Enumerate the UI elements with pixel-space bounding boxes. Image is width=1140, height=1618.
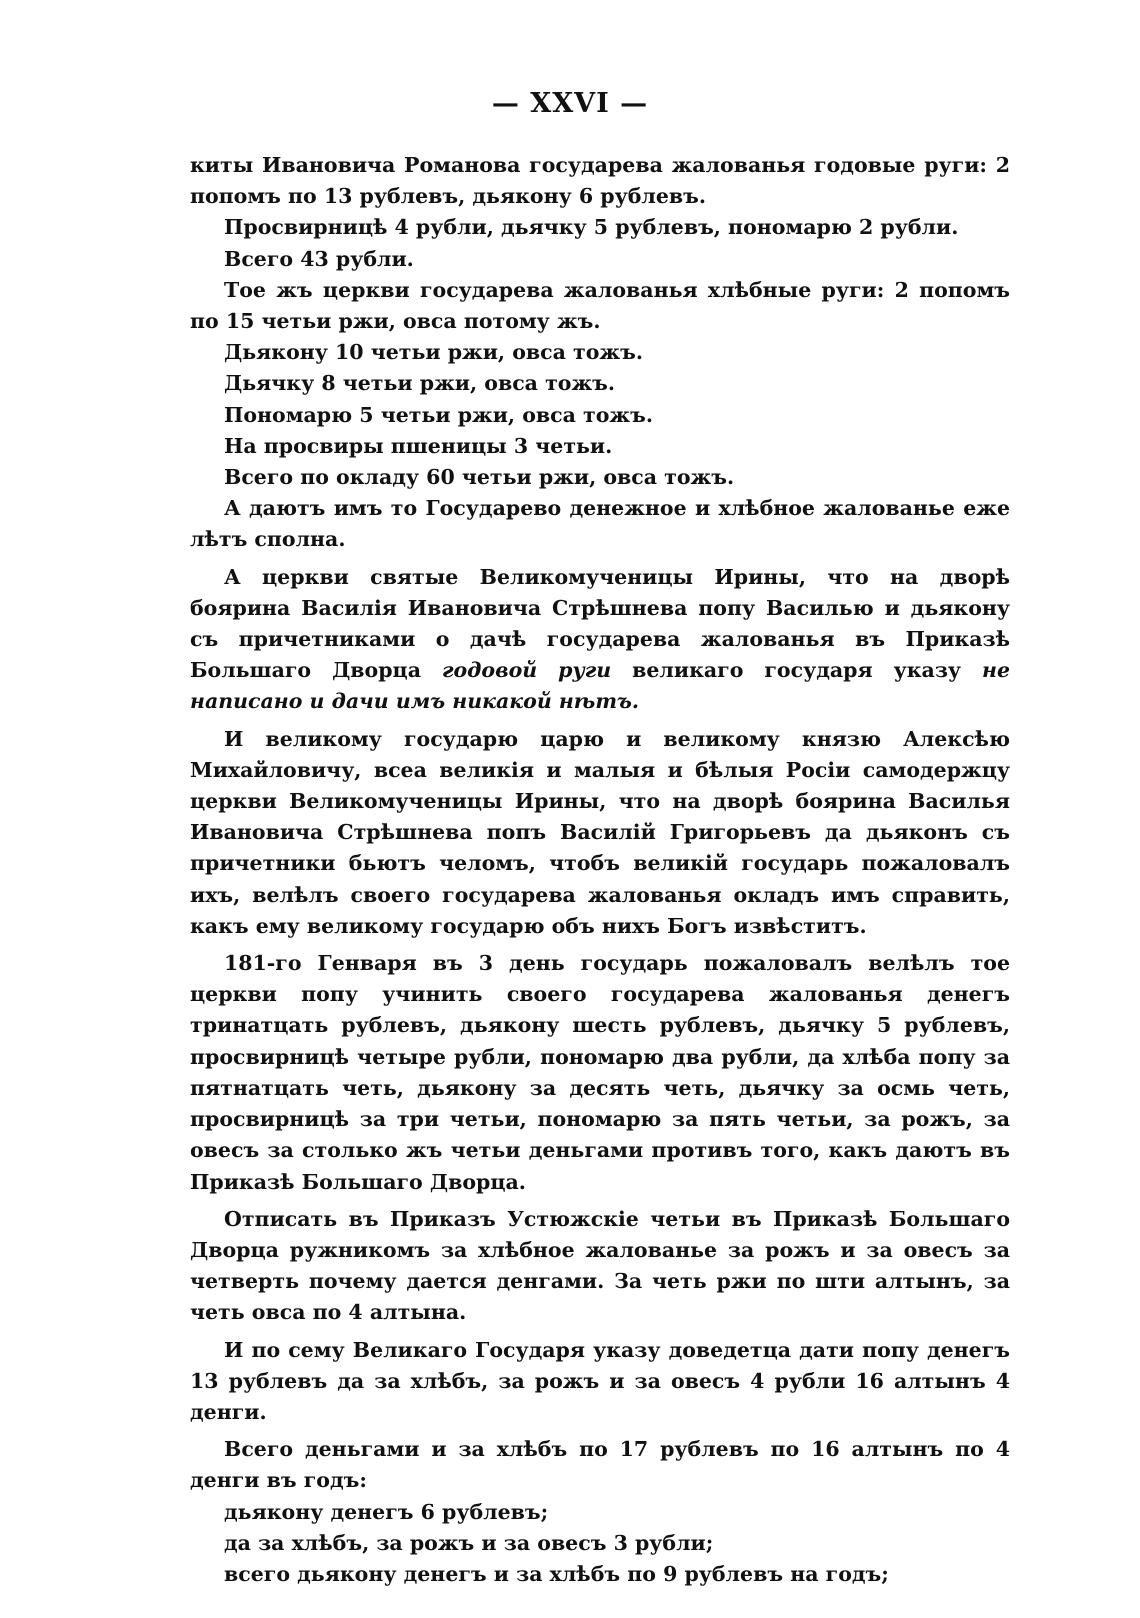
paragraph: киты Ивановича Романова государева жалованья годовые руги: 2 попомъ по 13 рублевъ, дьякону 6 рублевъ.	[190, 153, 1010, 209]
paragraph: да за хлѣбъ, за рожъ и за овесъ 3 рубли;	[224, 1530, 714, 1555]
paragraph-text: А церкви святые Великомученицы Ирины, что на дворѣ боярина Василія Ивановича Стрѣшнева попу Василью и дьякону съ причетниками о дачѣ государева жалованья въ Приказѣ Большаго Дворца	[190, 564, 1010, 683]
paragraph: Дьякону 10 четьи ржи, овса тожъ.	[224, 340, 643, 365]
paragraph	[190, 562, 1010, 718]
paragraph: И великому государю царю и великому князю Алексѣю Михайловичу, всеа великія и малыя и бѣлыя Росіи самодержцу церкви Великомученицы Ирины, что на дворѣ боярина Василья Ивановича Стрѣшнева попъ Василій Григорьевъ да дьяконъ съ причетники бьютъ челомъ, чтобъ великій государь пожаловалъ ихъ, велѣлъ своего государева жалованья окладъ имъ справить, какъ ему великому государю объ нихъ Богъ извѣститъ.	[190, 726, 1010, 938]
paragraph: дьякону денегъ 6 рублевъ;	[224, 1499, 549, 1524]
paragraph: Всего по окладу 60 четьи ржи, овса тожъ.	[224, 465, 735, 490]
page-number: — XXVI —	[491, 88, 649, 119]
paragraph: И по сему Великаго Государя указу доведетца дати попу денегъ 13 рублевъ да за хлѣбъ, за рожъ и за овесъ 4 рубли 16 алтынъ 4 денги.	[190, 1337, 1010, 1424]
paragraph: А даютъ имъ то Государево денежное и хлѣбное жалованье еже лѣтъ сполна.	[190, 496, 1010, 552]
paragraph: Тое жъ церкви государева жалованья хлѣбные руги: 2 попомъ по 15 четьи ржи, овса потому жъ.	[190, 277, 1010, 334]
paragraph: На просвиры пшеницы 3 четьи.	[224, 433, 613, 458]
paragraph: Пономарю 5 четьи ржи, овса тожъ.	[224, 402, 653, 427]
paragraph: 181-го Генваря въ 3 день государь пожаловалъ велѣлъ тое церкви попу учинить своего государева жалованья денегъ тринатцать рублевъ, дьякону шесть рублевъ, дьячку 5 рублевъ, просвирницѣ четыре рубли, пономарю два рубли, да хлѣба попу за пятнатцать четь, дьякону за десять четь, дьячку за осмь четь, просвирницѣ за три четьи, пономарю за пять четьи, за рожъ, за овесъ за столько жъ четьи деньгами противъ того, какъ даютъ въ Приказѣ Большаго Дворца.	[190, 951, 1010, 1194]
paragraph: всего дьякону денегъ и за хлѣбъ по 9 рублевъ на годъ;	[224, 1561, 889, 1586]
paragraph-text: великаго государя указу	[611, 658, 983, 683]
paragraph: Просвирницѣ 4 рубли, дьячку 5 рублевъ, пономарю 2 рубли.	[224, 215, 959, 240]
italic-phrase: годовой руги	[441, 658, 612, 683]
body-text	[190, 150, 1010, 1590]
italic-phrase: не написано и дачи имъ никакой нѣтъ.	[190, 658, 1011, 714]
paragraph: Всего деньгами и за хлѣбъ по 17 рублевъ по 16 алтынъ по 4 денги въ годъ:	[190, 1437, 1010, 1493]
paragraph: Дьячку 8 четьи ржи, овса тожъ.	[224, 371, 616, 396]
paragraph: Всего 43 рубли.	[224, 246, 414, 271]
paragraph: Отписать въ Приказъ Устюжскіе четьи въ Приказѣ Большаго Дворца ружникомъ за хлѣбное жалованье за рожъ и за овесъ за четверть почему дается денгами. За четь ржи по шти алтынъ, за четь овса по 4 алтына.	[190, 1206, 1010, 1325]
